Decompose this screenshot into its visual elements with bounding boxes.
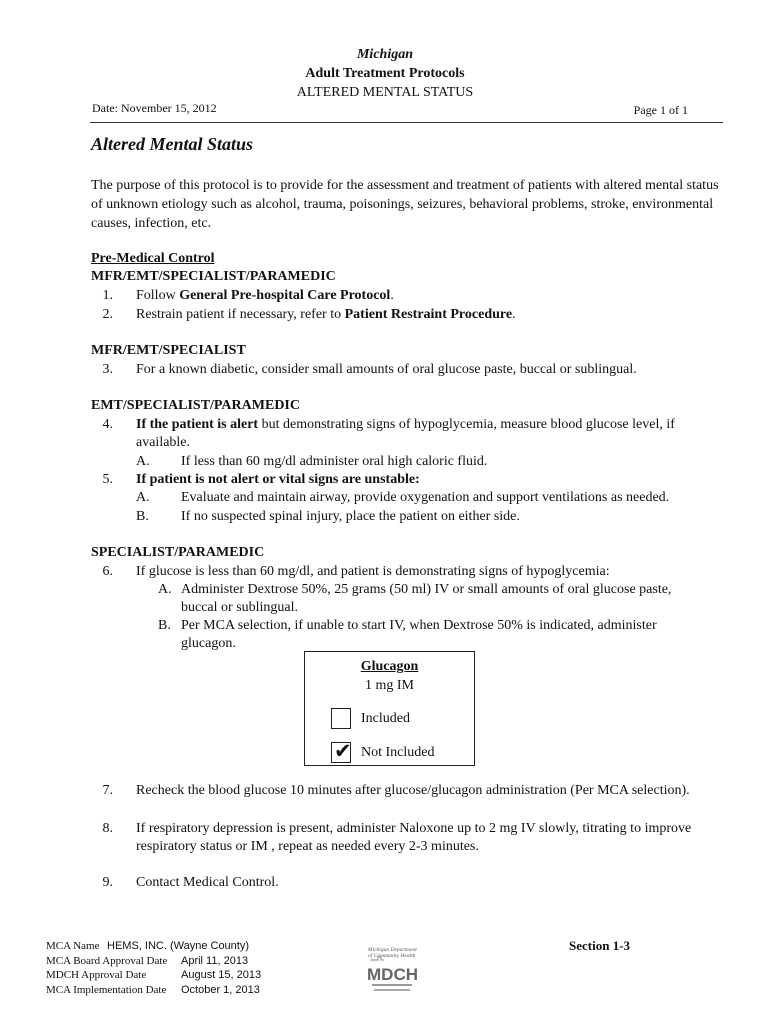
footer-mdch-approval-value: August 15, 2013 (181, 969, 262, 981)
item-text-continued: available. (136, 435, 191, 450)
list-number: 5. (102, 472, 113, 487)
header-state: Michigan (356, 47, 413, 62)
list-number: 4. (102, 417, 113, 432)
list-number: 1. (102, 288, 113, 303)
glucagon-dose: 1 mg IM (365, 678, 414, 693)
footer-mca-name-value: HEMS, INC. (Wayne County) (107, 940, 250, 952)
item-text-end: . (512, 307, 516, 322)
item-text: If no suspected spinal injury, place the patient on either side. (181, 509, 520, 524)
procedure-reference-patient-restraint: Patient Restraint Procedure (344, 307, 513, 322)
item-text: Administer Dextrose 50%, 25 grams (50 ml) IV or small amounts of oral glucose paste, (181, 582, 672, 597)
item-text: Restrain patient if necessary, refer to (136, 307, 345, 322)
footer-mca-name-label: MCA Name (46, 940, 100, 952)
logo-text-line2: of Community Health (368, 953, 416, 959)
section-heading-mfr-emt-specialist-paramedic: MFR/EMT/SPECIALIST/PARAMEDIC (91, 269, 336, 284)
item-text: Per MCA selection, if unable to start IV, when Dextrose 50% is indicated, administer (181, 618, 657, 633)
item-text: If less than 60 mg/dl administer oral high caloric fluid. (181, 454, 488, 469)
list-letter: A. (136, 454, 150, 469)
glucagon-box-title: Glucagon (360, 659, 419, 674)
item-text-continued: buccal or sublingual. (181, 600, 299, 615)
footer-board-approval-label: MCA Board Approval Date (46, 955, 168, 967)
included-label: Included (361, 711, 410, 726)
protocol-reference-general-care: General Pre-hospital Care Protocol (179, 288, 391, 303)
list-number: 8. (102, 821, 113, 836)
footer-board-approval-value: April 11, 2013 (181, 955, 249, 967)
section-heading-specialist-paramedic: SPECIALIST/PARAMEDIC (91, 545, 265, 560)
logo-signature-line (372, 984, 412, 986)
pre-medical-control-heading: Pre-Medical Control (91, 251, 215, 266)
header-date: Date: November 15, 2012 (92, 101, 217, 115)
logo-signature-line (374, 989, 410, 991)
document-title: Altered Mental Status (91, 134, 254, 154)
list-letter: B. (136, 509, 149, 524)
list-letter: A. (136, 490, 150, 505)
item-text: If glucose is less than 60 mg/dl, and patient is demonstrating signs of hypoglycemia: (136, 564, 610, 579)
item-text: Contact Medical Control. (136, 875, 279, 890)
not-included-checkbox[interactable] (331, 739, 352, 763)
item-text: Evaluate and maintain airway, provide oxygenation and support ventilations as needed. (181, 490, 670, 505)
intro-paragraph: The purpose of this protocol is to provide for the assessment and treatment of patients with altered mental status of unknown etiology such as alcohol, trauma, poisonings, seizures, behavioral problems, stroke, environmental causes, infection, etc. (91, 178, 719, 231)
list-number: 9. (102, 875, 113, 890)
header-page-number: Page 1 of 1 (633, 103, 688, 117)
item-text-continued: respiratory status or IM , repeat as needed every 2-3 minutes. (136, 839, 479, 854)
list-number: 2. (102, 307, 113, 322)
section-heading-mfr-emt-specialist: MFR/EMT/SPECIALIST (91, 343, 246, 358)
item-text-continued: glucagon. (181, 636, 236, 651)
included-checkbox[interactable] (331, 708, 351, 729)
item-text: If respiratory depression is present, administer Naloxone up to 2 mg IV slowly, titrating to improve (136, 821, 692, 836)
item-text-end: . (390, 288, 394, 303)
list-number: 3. (102, 362, 113, 377)
header-divider (90, 122, 723, 123)
header-subtitle: ALTERED MENTAL STATUS (296, 85, 474, 100)
list-letter: B. (158, 618, 171, 633)
item-text: Follow (136, 288, 180, 303)
item-text: For a known diabetic, consider small amounts of oral glucose paste, buccal or sublingual. (136, 362, 637, 377)
mdch-logo (364, 944, 424, 996)
footer-implementation-value: October 1, 2013 (181, 984, 260, 996)
section-heading-emt-specialist-paramedic: EMT/SPECIALIST/PARAMEDIC (91, 398, 300, 413)
section-number: Section 1-3 (569, 938, 631, 953)
footer-mdch-approval-label: MDCH Approval Date (46, 969, 147, 981)
not-included-label: Not Included (361, 745, 435, 760)
list-number: 7. (102, 783, 113, 798)
checkmark-icon: ✔ (334, 739, 352, 763)
logo-mark: MDCH (367, 965, 418, 984)
item-text: but demonstrating signs of hypoglycemia, measure blood glucose level, if (258, 417, 675, 432)
list-letter: A. (158, 582, 172, 597)
footer-implementation-label: MCA Implementation Date (46, 984, 167, 996)
header-title: Adult Treatment Protocols (305, 66, 465, 81)
glucagon-selection-box (304, 651, 475, 766)
list-number: 6. (102, 564, 113, 579)
logo-text-line1: Michigan Department (368, 947, 417, 953)
item-lead-bold: If patient is not alert or vital signs are unstable: (136, 472, 420, 487)
item-lead-bold: If the patient is alert (136, 417, 259, 432)
item-text: Recheck the blood glucose 10 minutes after glucose/glucagon administration (Per MCA selection). (136, 783, 690, 798)
